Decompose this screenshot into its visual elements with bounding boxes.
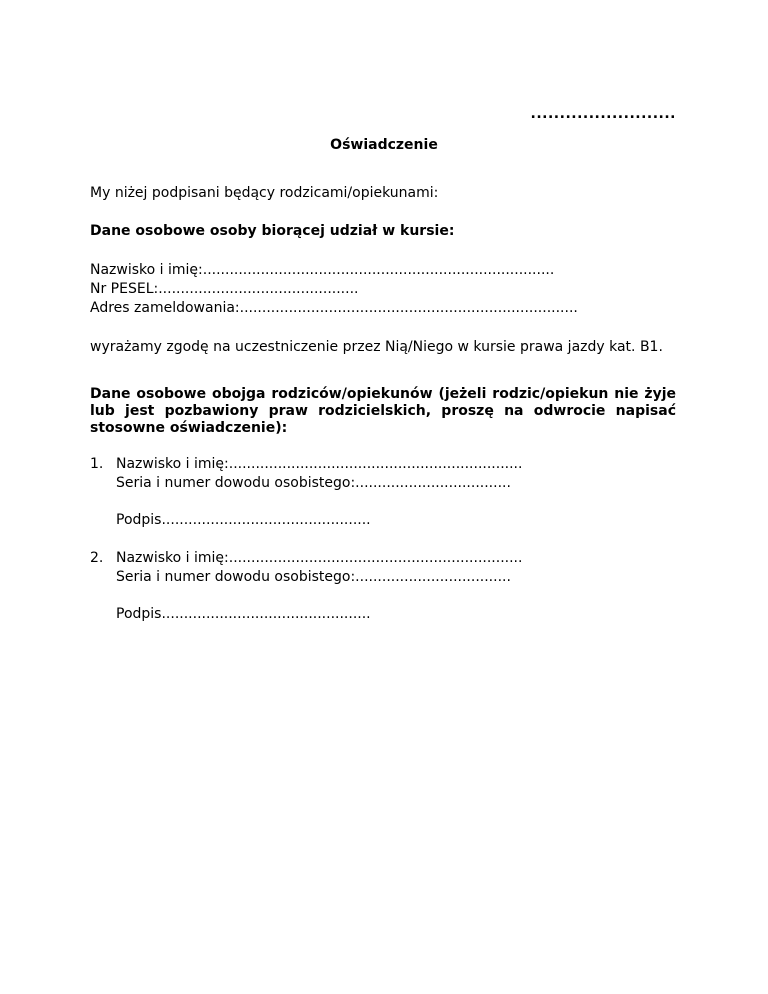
- parent-2-name-field: Nazwisko i imię:..................................................................: [116, 550, 523, 566]
- consent-text: wyrażamy zgodę na uczestniczenie przez Nią/Niego w kursie prawa jazdy kat. B1.: [90, 339, 663, 355]
- participant-heading: Dane osobowe osoby biorącej udział w kursie:: [90, 223, 455, 239]
- participant-name-field: Nazwisko i imię:...............................................................................: [90, 262, 555, 278]
- parent-1-signature-field: Podpis...............................................: [116, 512, 371, 528]
- intro-text: My niżej podpisani będący rodzicami/opiekunami:: [90, 185, 439, 201]
- parent-1-id-field: Seria i numer dowodu osobistego:...................................: [116, 475, 511, 491]
- document-title: Oświadczenie: [330, 137, 438, 153]
- parents-heading-line-1: Dane osobowe obojga rodziców/opiekunów (jeżeli rodzic/opiekun nie żyje: [90, 386, 676, 402]
- date-placeholder: .........................: [530, 106, 676, 122]
- parent-2-number: 2.: [90, 550, 104, 566]
- parent-1-name-field: Nazwisko i imię:..................................................................: [116, 456, 523, 472]
- parents-heading: [90, 386, 676, 437]
- parent-2-signature-field: Podpis...............................................: [116, 606, 371, 622]
- participant-address-field: Adres zameldowania:............................................................................: [90, 300, 578, 316]
- parent-2-id-field: Seria i numer dowodu osobistego:...................................: [116, 569, 511, 585]
- parents-heading-line-2: lub jest pozbawiony praw rodzicielskich, proszę na odwrocie napisać: [90, 403, 676, 419]
- parents-heading-line-3: stosowne oświadczenie):: [90, 420, 288, 436]
- parent-1-number: 1.: [90, 456, 104, 472]
- participant-pesel-field: Nr PESEL:.............................................: [90, 281, 359, 297]
